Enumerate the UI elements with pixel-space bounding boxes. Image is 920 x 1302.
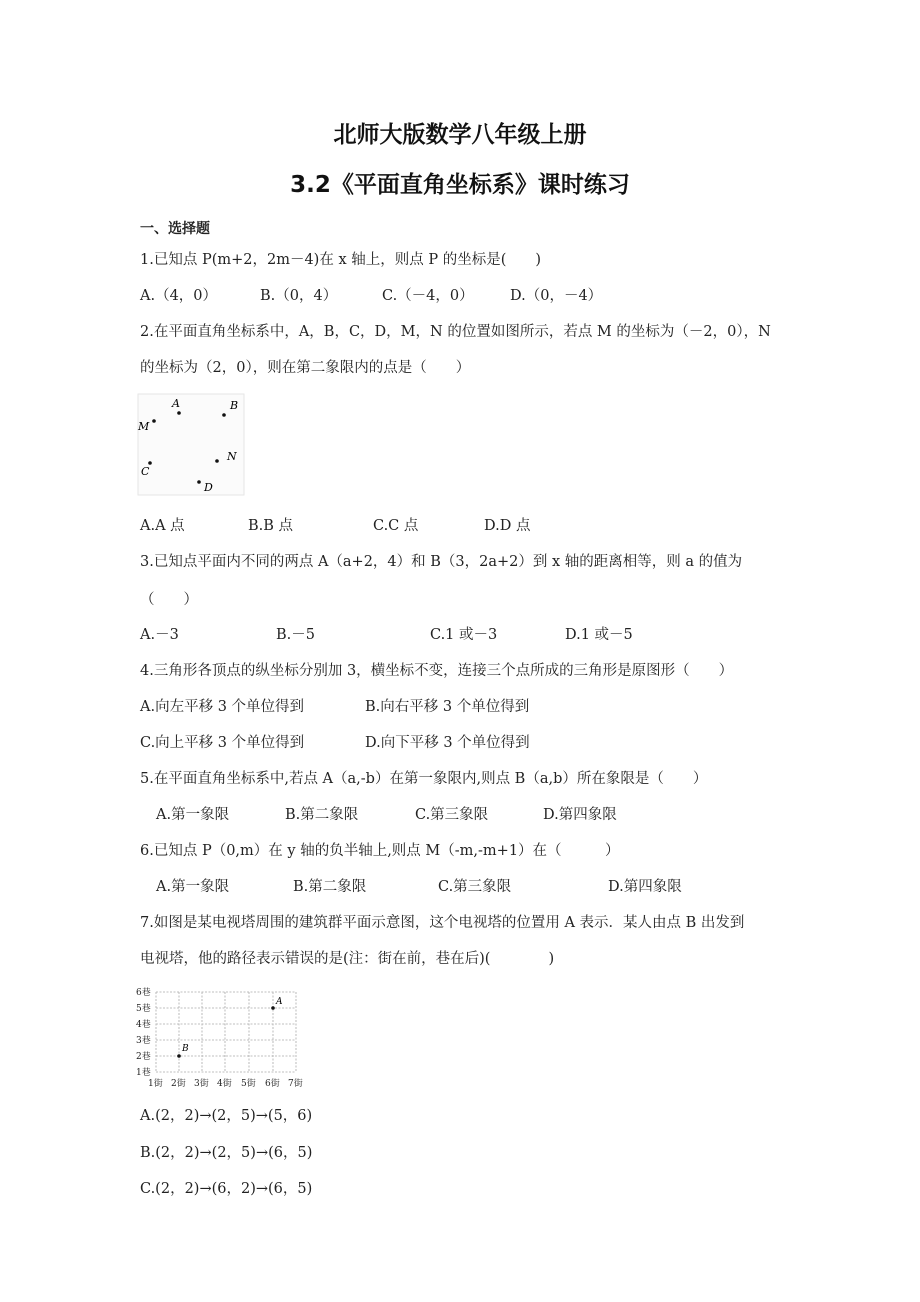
question-6-option-d: D.第四象限 <box>608 879 682 895</box>
row-label-6: 6巷 <box>136 988 151 998</box>
document-subtitle: 3.2《平面直角坐标系》课时练习 <box>290 172 630 198</box>
row-label-1: 1巷 <box>136 1068 151 1078</box>
grid-point-a <box>271 1006 275 1010</box>
question-5-stem: 5.在平面直角坐标系中,若点 A（a,-b）在第一象限内,则点 B（a,b）所在象限是（ ） <box>140 771 708 787</box>
question-6-option-c: C.第三象限 <box>438 879 512 895</box>
point-n-label: N <box>227 450 237 463</box>
question-2-stem-line1: 2.在平面直角坐标系中，A，B，C，D，M，N 的位置如图所示，若点 M 的坐标为（－2，0），N <box>140 324 771 340</box>
question-2-stem-line2: 的坐标为（2，0），则在第二象限内的点是（ ） <box>140 360 471 376</box>
grid-point-b <box>177 1054 181 1058</box>
question-2-option-b: B.B 点 <box>248 518 294 534</box>
question-7-option-b: B.(2，2)→(2，5)→(6，5) <box>140 1145 313 1161</box>
question-6-option-a: A.第一象限 <box>156 879 230 895</box>
question-6-option-b: B.第二象限 <box>293 879 367 895</box>
question-4-stem: 4.三角形各顶点的纵坐标分别加 3，横坐标不变，连接三个点所成的三角形是原图形（ ） <box>140 663 734 679</box>
question-5-option-c: C.第三象限 <box>415 807 489 823</box>
point-n-dot <box>215 459 219 463</box>
point-m-label: M <box>138 420 150 433</box>
question-7-stem-line2: 电视塔，他的路径表示错误的是(注：街在前，巷在后)( ) <box>140 951 555 967</box>
question-2-option-a: A.A 点 <box>140 518 185 534</box>
point-b-label: B <box>230 399 239 412</box>
grid-point-b-label: B <box>182 1044 189 1054</box>
question-5-option-d: D.第四象限 <box>543 807 617 823</box>
document-title: 北师大版数学八年级上册 <box>333 122 587 148</box>
question-4-option-c: C.向上平移 3 个单位得到 <box>140 735 305 751</box>
question-4-option-b: B.向右平移 3 个单位得到 <box>365 699 530 715</box>
row-label-2: 2巷 <box>136 1052 151 1062</box>
question-1-option-b: B.（0，4） <box>260 288 338 304</box>
question-4-option-a: A.向左平移 3 个单位得到 <box>140 699 305 715</box>
question-2-option-d: D.D 点 <box>484 518 531 534</box>
point-c-label: C <box>141 465 150 478</box>
point-a-dot <box>177 411 181 415</box>
question-2-option-c: C.C 点 <box>373 518 419 534</box>
col-label-1: 1街 <box>148 1079 163 1089</box>
col-label-3: 3街 <box>194 1079 209 1089</box>
question-7-grid-figure <box>134 984 314 1090</box>
question-3-stem-line2: （ ） <box>140 592 198 608</box>
col-label-4: 4街 <box>217 1079 232 1089</box>
question-7-option-c: C.(2，2)→(6，2)→(6，5) <box>140 1181 313 1197</box>
question-6-stem: 6.已知点 P（0,m）在 y 轴的负半轴上,则点 M（-m,-m+1）在（ ） <box>140 843 620 859</box>
col-label-2: 2街 <box>171 1079 186 1089</box>
col-label-7: 7街 <box>288 1079 303 1089</box>
section-heading: 一、选择题 <box>140 221 210 237</box>
question-2-figure <box>137 393 247 497</box>
question-1-stem: 1.已知点 P(m+2，2m－4)在 x 轴上，则点 P 的坐标是( ) <box>140 252 542 268</box>
question-1-option-c: C.（－4，0） <box>382 288 474 304</box>
point-b-dot <box>222 413 226 417</box>
question-3-option-b: B.－5 <box>276 627 315 643</box>
col-label-5: 5街 <box>241 1079 256 1089</box>
question-3-stem-line1: 3.已知点平面内不同的两点 A（a+2，4）和 B（3，2a+2）到 x 轴的距离相等，则 a 的值为 <box>140 554 743 570</box>
row-label-4: 4巷 <box>136 1020 151 1030</box>
question-1-option-a: A.（4，0） <box>140 288 218 304</box>
question-7-stem-line1: 7.如图是某电视塔周围的建筑群平面示意图，这个电视塔的位置用 A 表示．某人由点 B 出发到 <box>140 915 745 931</box>
point-m-dot <box>152 419 156 423</box>
row-label-3: 3巷 <box>136 1036 151 1046</box>
point-d-label: D <box>204 481 213 494</box>
question-3-option-a: A.－3 <box>140 627 179 643</box>
question-3-option-d: D.1 或－5 <box>565 627 633 643</box>
col-label-6: 6街 <box>265 1079 280 1089</box>
row-label-5: 5巷 <box>136 1004 151 1014</box>
point-a-label: A <box>172 397 180 410</box>
point-d-dot <box>197 480 201 484</box>
question-4-option-d: D.向下平移 3 个单位得到 <box>365 735 530 751</box>
question-5-option-b: B.第二象限 <box>285 807 359 823</box>
question-1-option-d: D.（0，－4） <box>510 288 603 304</box>
question-5-option-a: A.第一象限 <box>156 807 230 823</box>
grid-point-a-label: A <box>276 997 283 1007</box>
question-3-option-c: C.1 或－3 <box>430 627 498 643</box>
question-7-option-a: A.(2，2)→(2，5)→(5，6) <box>140 1108 313 1124</box>
